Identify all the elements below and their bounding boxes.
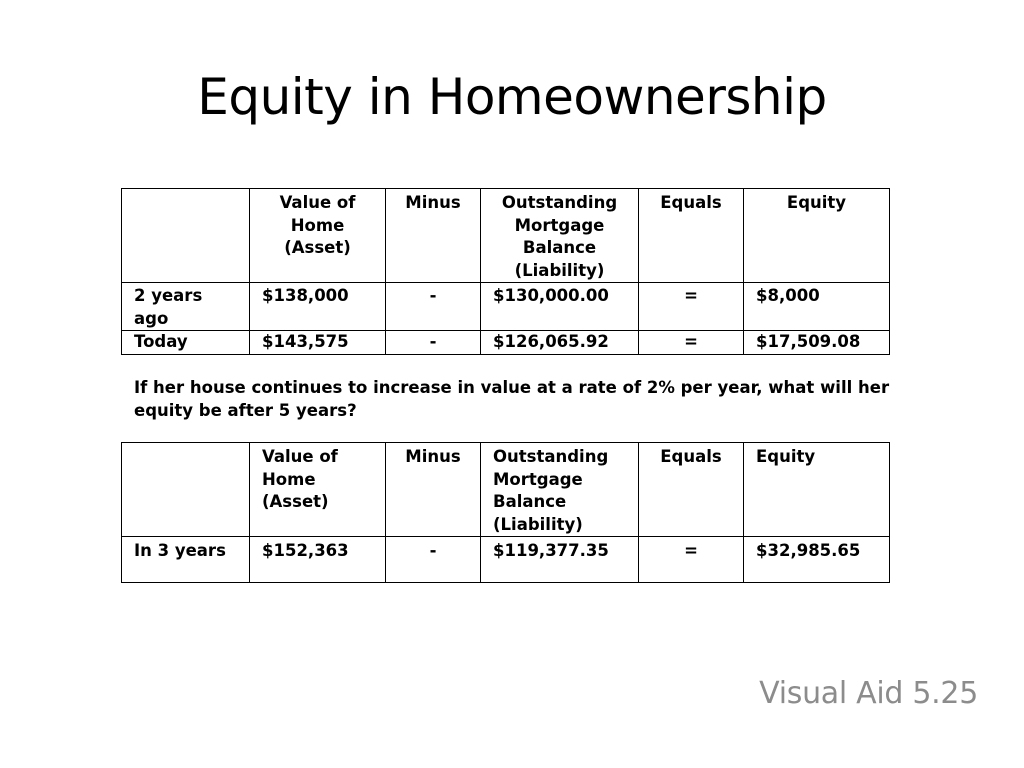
cell-minus-sign: - <box>386 331 481 355</box>
header-outstanding-mortgage: Outstanding Mortgage Balance (Liability) <box>481 443 639 537</box>
header-equity: Equity <box>744 443 890 537</box>
header-equals: Equals <box>639 443 744 537</box>
header-value-of-home: Value of Home (Asset) <box>250 189 386 283</box>
table-row <box>122 283 890 331</box>
visual-aid-label: Visual Aid 5.25 <box>759 676 978 711</box>
slide-title: Equity in Homeownership <box>197 68 827 126</box>
table-row <box>122 331 890 355</box>
cell-home-value: $143,575 <box>250 331 386 355</box>
cell-equals-sign: = <box>639 331 744 355</box>
cell-equity-value: $32,985.65 <box>744 537 890 583</box>
equity-table-projection <box>121 442 890 583</box>
cell-equals-sign: = <box>639 537 744 583</box>
cell-equity-value: $17,509.08 <box>744 331 890 355</box>
row-label: 2 years ago <box>122 283 250 331</box>
table-header-row <box>122 443 890 537</box>
header-outstanding-mortgage: Outstanding Mortgage Balance (Liability) <box>481 189 639 283</box>
cell-equals-sign: = <box>639 283 744 331</box>
question-text: If her house continues to increase in value at a rate of 2% per year, what will her equity be after 5 years? <box>134 378 890 420</box>
header-minus: Minus <box>386 443 481 537</box>
cell-mortgage-balance: $119,377.35 <box>481 537 639 583</box>
row-label: Today <box>122 331 250 355</box>
header-value-of-home: Value of Home (Asset) <box>250 443 386 537</box>
table-header-row <box>122 189 890 283</box>
header-cell-blank <box>122 189 250 283</box>
equity-table-current <box>121 188 890 355</box>
cell-equity-value: $8,000 <box>744 283 890 331</box>
header-minus: Minus <box>386 189 481 283</box>
header-equals: Equals <box>639 189 744 283</box>
header-cell-blank <box>122 443 250 537</box>
cell-home-value: $152,363 <box>250 537 386 583</box>
header-equity: Equity <box>744 189 890 283</box>
cell-minus-sign: - <box>386 283 481 331</box>
row-label: In 3 years <box>122 537 250 583</box>
table-row <box>122 537 890 583</box>
cell-mortgage-balance: $126,065.92 <box>481 331 639 355</box>
cell-mortgage-balance: $130,000.00 <box>481 283 639 331</box>
cell-home-value: $138,000 <box>250 283 386 331</box>
cell-minus-sign: - <box>386 537 481 583</box>
